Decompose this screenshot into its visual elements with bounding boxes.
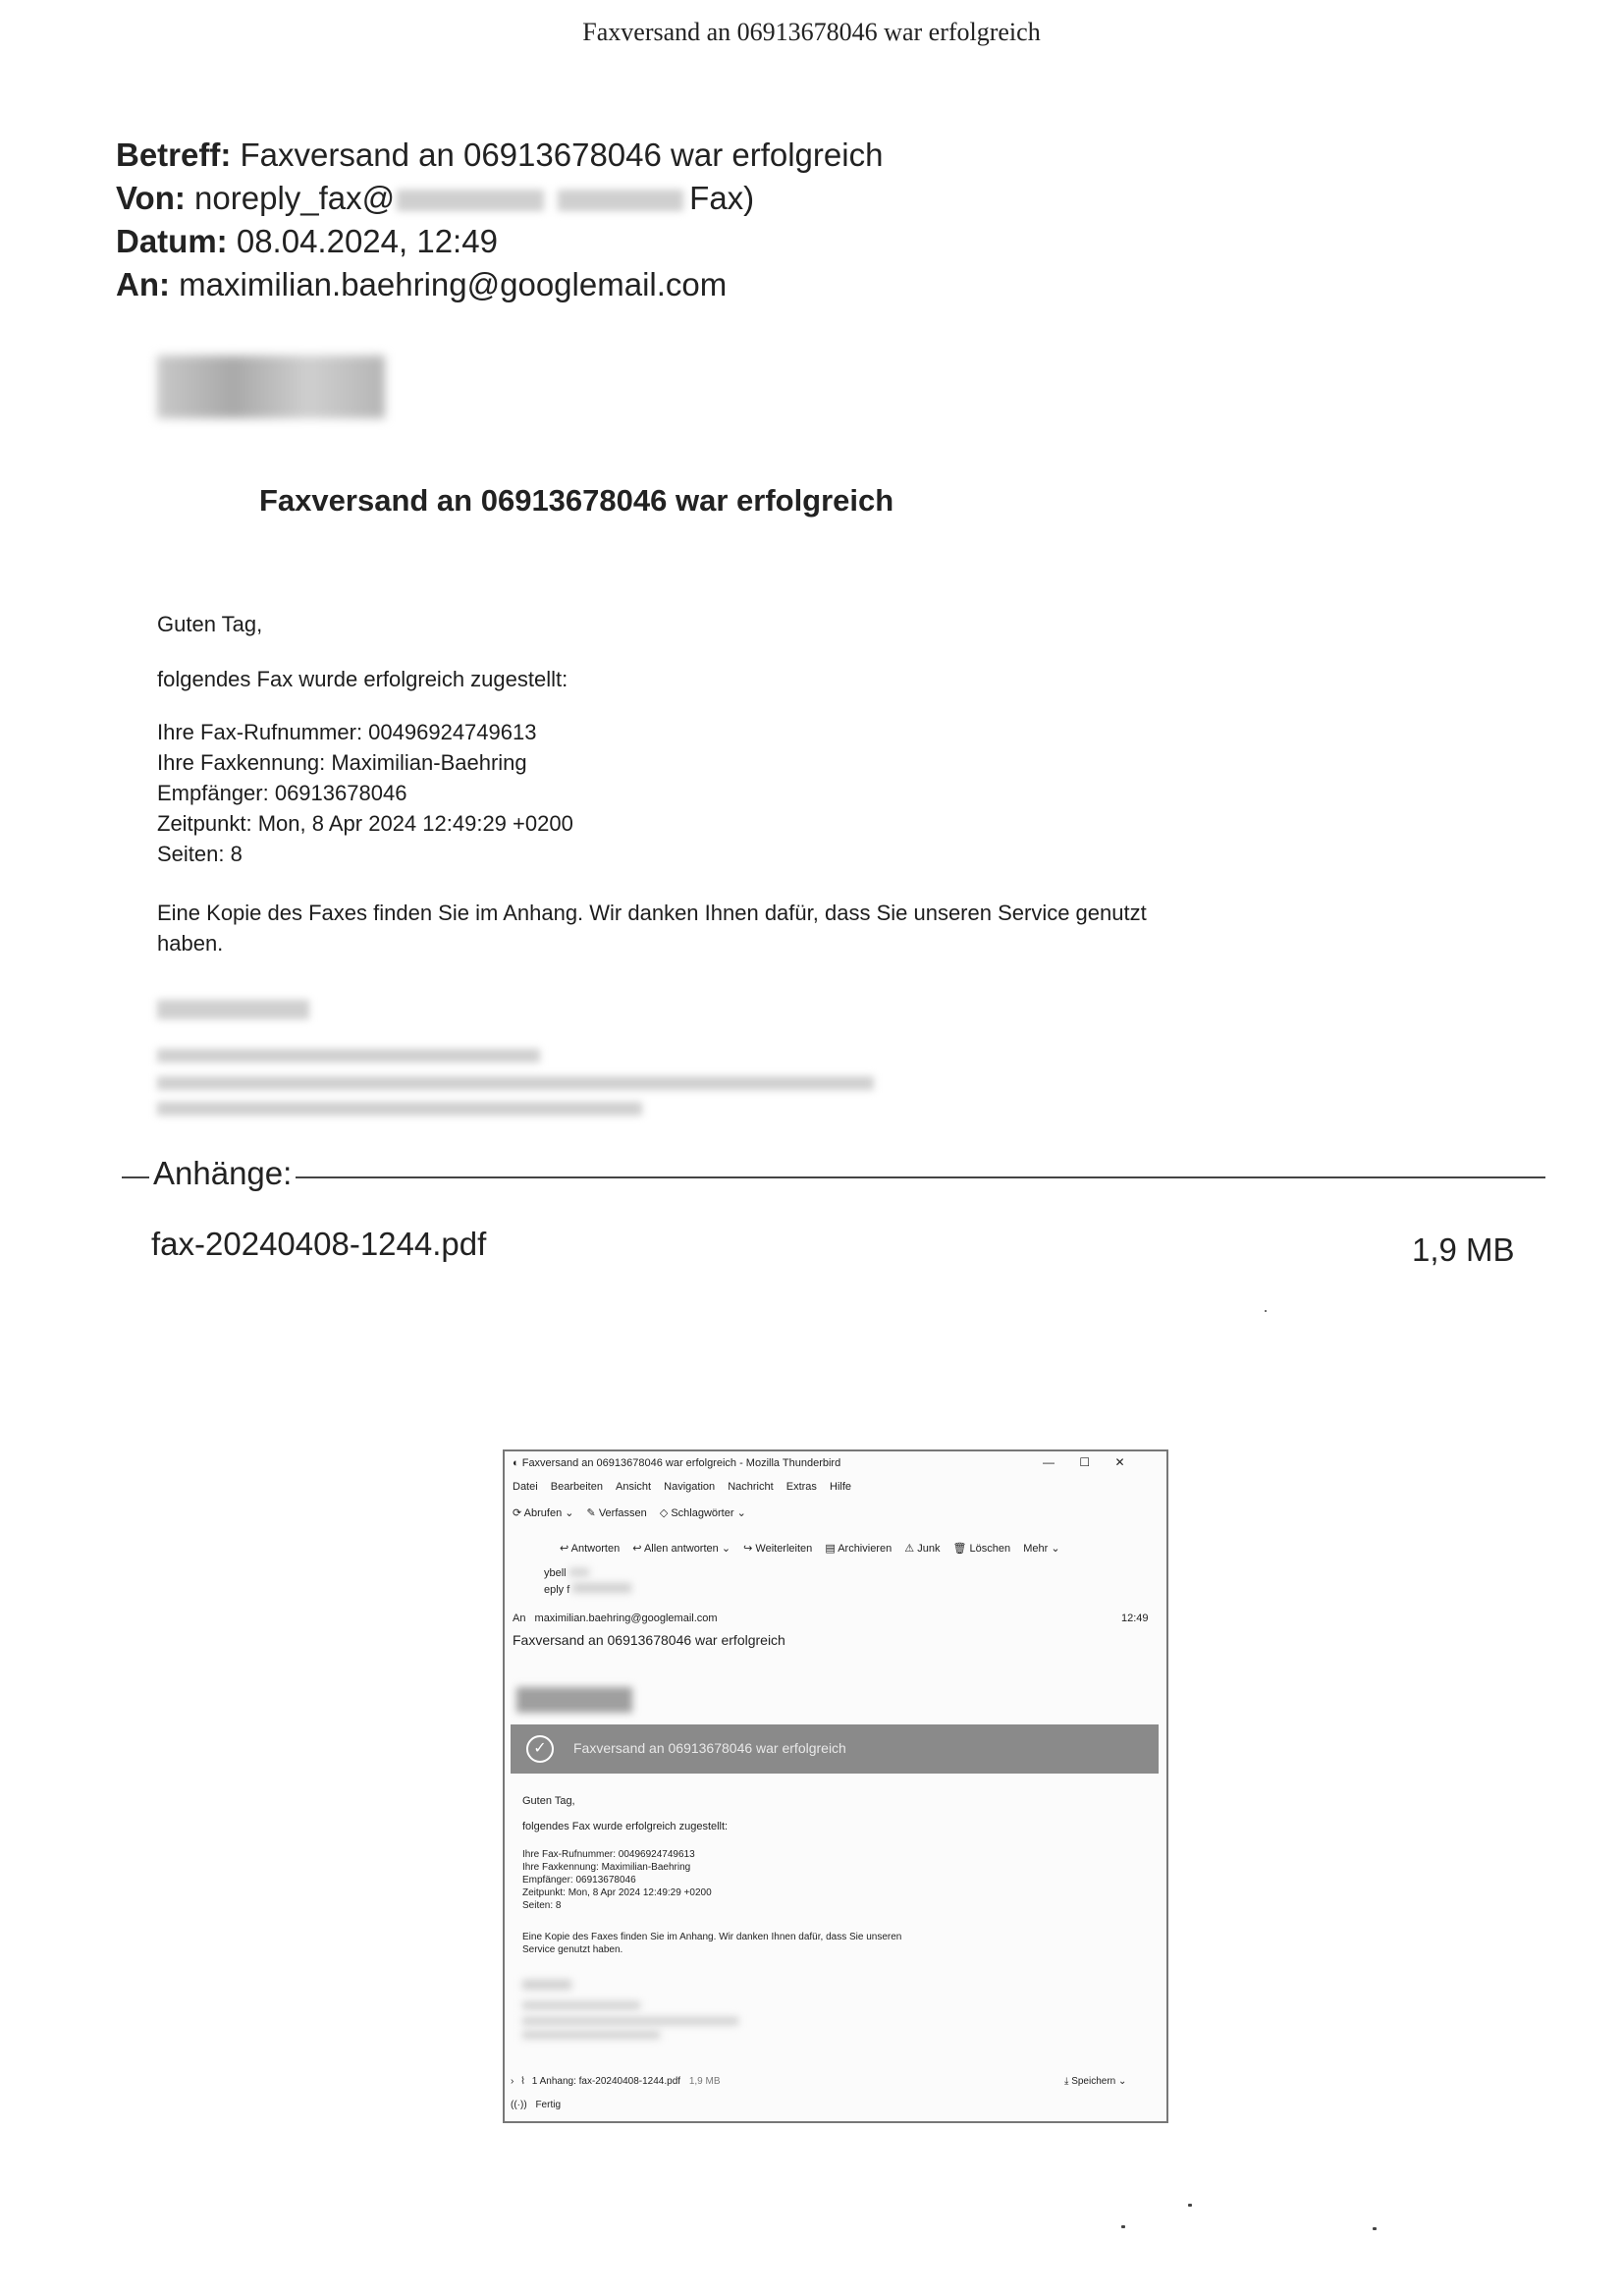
detail-pages: Seiten: 8 <box>157 842 243 866</box>
greeting: Guten Tag, <box>157 612 263 636</box>
detail-fax-id: Ihre Faxkennung: Maximilian-Baehring <box>157 750 527 775</box>
thumb-attachment-size: 1,9 MB <box>688 2076 721 2087</box>
thumb-detail-time: Zeitpunkt: Mon, 8 Apr 2024 12:49:29 +0200 <box>522 1887 712 1898</box>
menu-bearbeiten[interactable]: Bearbeiten <box>550 1481 603 1493</box>
compose-label: Verfassen <box>598 1507 647 1519</box>
closing-line-1: Eine Kopie des Faxes finden Sie im Anhang. Wir danken Ihnen dafür, dass Sie unseren Service genutzt <box>157 901 1147 925</box>
redacted-sender-thumb-2 <box>572 1583 631 1593</box>
thumb-detail-recipient: Empfänger: 06913678046 <box>522 1875 636 1886</box>
details-list <box>157 717 573 869</box>
reply-all-label: Allen antworten <box>643 1543 719 1555</box>
reply-all-button[interactable]: ↩ Allen antworten ⌄ <box>632 1543 731 1555</box>
main-toolbar <box>513 1506 1168 1519</box>
redacted-sig-thumb-4 <box>522 2031 660 2039</box>
attachments-separator <box>122 1176 1545 1178</box>
archive-label: Archivieren <box>838 1543 893 1555</box>
message-actions <box>560 1542 1168 1555</box>
sender-line-1 <box>544 1567 1168 1579</box>
thumb-closing-1: Eine Kopie des Faxes finden Sie im Anhang. Wir danken Ihnen dafür, dass Sie unseren <box>522 1932 902 1942</box>
from-value-end: Fax) <box>689 180 755 216</box>
forward-button[interactable]: ↪ Weiterleiten <box>743 1543 813 1555</box>
redacted-logo <box>157 355 385 418</box>
print-header: Faxversand an 06913678046 war erfolgreich <box>582 18 1041 46</box>
status-bar <box>511 2100 1168 2110</box>
meta-subject <box>116 134 883 177</box>
to-value-thumb: maximilian.baehring@googlemail.com <box>534 1613 718 1624</box>
forward-label: Weiterleiten <box>755 1543 813 1555</box>
tags-button[interactable]: ◇ Schlagwörter ⌄ <box>659 1507 746 1519</box>
redacted-signature-4 <box>157 1102 642 1116</box>
reply-button[interactable]: ↩ Antworten <box>560 1543 621 1555</box>
close-icon[interactable]: ✕ <box>1114 1455 1125 1469</box>
to-label: An: <box>116 266 170 302</box>
thumb-greeting: Guten Tag, <box>522 1795 575 1807</box>
scan-speck <box>1265 1310 1267 1312</box>
meta-from <box>116 177 754 220</box>
junk-button[interactable]: ⚠ Junk <box>904 1543 941 1555</box>
thunderbird-app-icon: ◐ <box>513 1457 519 1469</box>
maximize-icon[interactable]: ☐ <box>1079 1455 1091 1469</box>
thumb-details <box>522 1848 1168 1912</box>
redacted-signature-3 <box>157 1076 874 1090</box>
to-label-thumb: An <box>513 1613 526 1624</box>
menu-nachricht[interactable]: Nachricht <box>728 1481 774 1493</box>
more-button[interactable]: Mehr ⌄ <box>1023 1543 1060 1555</box>
redacted-signature-2 <box>157 1049 540 1063</box>
check-icon: ✓ <box>526 1735 554 1763</box>
attachments-label: Anhänge: <box>149 1155 296 1192</box>
closing <box>157 898 1147 958</box>
to-value: maximilian.baehring@googlemail.com <box>179 266 728 302</box>
delete-label: Löschen <box>969 1543 1011 1555</box>
meta-to <box>116 263 727 306</box>
more-label: Mehr <box>1023 1543 1049 1555</box>
detail-recipient: Empfänger: 06913678046 <box>157 781 407 805</box>
thumb-closing <box>522 1931 1168 1956</box>
thumb-closing-2: Service genutzt haben. <box>522 1944 623 1955</box>
expand-icon[interactable]: › <box>511 2076 514 2087</box>
window-controls <box>1043 1455 1161 1469</box>
date-label: Datum: <box>116 223 228 259</box>
redacted-signature-1 <box>157 1000 309 1019</box>
mail-heading: Faxversand an 06913678046 war erfolgreich <box>259 483 894 518</box>
message-time: 12:49 <box>1121 1613 1149 1624</box>
success-banner <box>511 1724 1159 1774</box>
attachment-file-name[interactable]: fax-20240408-1244.pdf <box>151 1226 487 1262</box>
message-subject: Faxversand an 06913678046 war erfolgreich <box>513 1632 785 1648</box>
closing-line-2: haben. <box>157 931 224 956</box>
subject-value: Faxversand an 06913678046 war erfolgreich <box>240 137 884 173</box>
detail-fax-number: Ihre Fax-Rufnummer: 00496924749613 <box>157 720 537 744</box>
sender-line-2 <box>544 1583 1168 1596</box>
scan-speck <box>1373 2227 1377 2230</box>
redacted-logo-thumb <box>516 1687 632 1713</box>
to-line <box>513 1613 1168 1624</box>
subject-label: Betreff: <box>116 137 232 173</box>
get-messages-label: Abrufen <box>523 1507 563 1519</box>
from-value-start: noreply_fax@ <box>194 180 396 216</box>
attachment-file-size: 1,9 MB <box>1412 1231 1515 1268</box>
redacted-sender-thumb-1 <box>569 1568 589 1576</box>
get-messages-button[interactable]: ⟳ Abrufen ⌄ <box>513 1507 574 1519</box>
redacted-sig-thumb-1 <box>522 1980 571 1990</box>
menu-ansicht[interactable]: Ansicht <box>616 1481 652 1493</box>
save-button[interactable]: ⤓ Speichern ⌄ <box>1064 2076 1127 2087</box>
scan-speck <box>1121 2225 1125 2228</box>
delete-button[interactable]: 🗑 Löschen <box>952 1543 1011 1555</box>
download-icon: ⤓ <box>1064 2076 1069 2087</box>
from-label: Von: <box>116 180 186 216</box>
menu-hilfe[interactable]: Hilfe <box>830 1481 852 1493</box>
thumb-detail-pages: Seiten: 8 <box>522 1900 562 1911</box>
thumb-attachment-name[interactable]: 1 Anhang: fax-20240408-1244.pdf <box>531 2076 681 2087</box>
save-label: Speichern <box>1071 2076 1116 2087</box>
redacted-sig-thumb-3 <box>522 2017 738 2025</box>
menu-bar <box>513 1481 1168 1493</box>
date-value: 08.04.2024, 12:49 <box>236 223 498 259</box>
paperclip-icon: ⌇ <box>520 2076 526 2087</box>
banner-text: Faxversand an 06913678046 war erfolgreich <box>573 1740 846 1756</box>
redacted-sig-thumb-2 <box>522 2001 640 2009</box>
archive-button[interactable]: ▤ Archivieren <box>825 1543 893 1555</box>
reply-label: Antworten <box>570 1543 621 1555</box>
intro: folgendes Fax wurde erfolgreich zugestellt: <box>157 667 568 691</box>
tags-label: Schlagwörter <box>671 1507 734 1519</box>
meta-date <box>116 220 498 263</box>
scan-speck <box>1188 2204 1192 2207</box>
thumb-detail-fax-id: Ihre Faxkennung: Maximilian-Baehring <box>522 1862 691 1873</box>
sender-text-1: ybell <box>544 1567 567 1579</box>
window-title: Faxversand an 06913678046 war erfolgreich - Mozilla Thunderbird <box>521 1457 841 1469</box>
activity-icon: ((·)) <box>511 2100 527 2110</box>
menu-extras[interactable]: Extras <box>785 1481 817 1493</box>
thumb-intro: folgendes Fax wurde erfolgreich zugestellt: <box>522 1821 729 1832</box>
compose-button[interactable]: ✎ Verfassen <box>586 1507 647 1519</box>
redacted-sender-2 <box>558 190 683 211</box>
menu-datei[interactable]: Datei <box>513 1481 538 1493</box>
status-text: Fertig <box>535 2100 561 2110</box>
junk-label: Junk <box>917 1543 941 1555</box>
thumb-detail-fax-number: Ihre Fax-Rufnummer: 00496924749613 <box>522 1849 695 1860</box>
minimize-icon[interactable]: — <box>1043 1455 1055 1469</box>
redacted-sender <box>397 190 544 211</box>
menu-navigation[interactable]: Navigation <box>664 1481 716 1493</box>
detail-time: Zeitpunkt: Mon, 8 Apr 2024 12:49:29 +0200 <box>157 811 573 836</box>
sender-text-2: eply f <box>544 1584 570 1596</box>
thunderbird-screenshot <box>503 1449 1168 2123</box>
